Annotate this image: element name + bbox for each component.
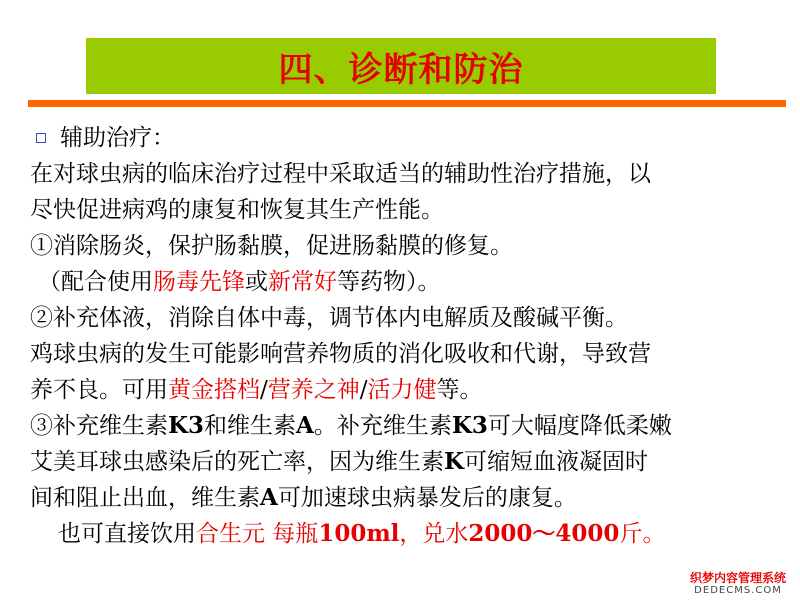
text-segment: 也可直接饮用 (58, 521, 196, 547)
bullet-heading-line (30, 120, 775, 156)
drug-name: 新常好 (268, 269, 337, 295)
dose-text: ，兑水 (399, 521, 469, 547)
drug-name: 活力健 (367, 377, 437, 403)
separator: / (260, 377, 268, 403)
title-divider (28, 100, 786, 107)
square-bullet-icon (36, 133, 46, 143)
final-line (30, 516, 775, 552)
drug-name: 营养之神 (267, 377, 360, 403)
vitamin-code: A (260, 484, 278, 511)
text-segment: 养不良。可用 (30, 377, 168, 403)
text-segment: ③补充维生素 (30, 413, 168, 439)
dose-text: 斤。 (619, 521, 666, 547)
vitamin-code: K3 (168, 412, 204, 439)
note-suffix: 等药物）。 (337, 269, 441, 295)
item-1: ①消除肠炎，保护肠黏膜，促进肠黏膜的修复。 (30, 233, 513, 259)
drug-name: 肠毒先锋 (153, 269, 245, 295)
paragraph-line (30, 480, 775, 516)
bullet-heading: 辅助治疗： (60, 125, 175, 151)
slide-content (30, 120, 775, 552)
drug-name: 黄金搭档 (168, 377, 260, 403)
paragraph-line: 尽快促进病鸡的康复和恢复其生产性能。 (30, 197, 444, 223)
vitamin-code: K (444, 448, 464, 475)
paragraph-line (30, 444, 775, 480)
dose-text: 每瓶 (265, 521, 319, 547)
watermark-cn: 织梦内容管理系统 (689, 570, 786, 585)
watermark-en: DEDECMS.COM (694, 585, 782, 596)
text-segment: 可大幅度降低柔嫩 (487, 413, 672, 439)
text-segment: 间和阻止出血，维生素 (30, 485, 260, 511)
text-segment: 等。 (436, 377, 483, 403)
note-text: 或 (245, 269, 268, 295)
vitamin-code: K3 (451, 412, 488, 439)
text-segment: 。补充维生素 (313, 413, 452, 439)
paragraph-line: 在对球虫病的临床治疗过程中采取适当的辅助性治疗措施，以 (30, 161, 651, 187)
slide-title-bar (86, 38, 716, 94)
separator: / (359, 377, 368, 403)
item-1-note (30, 264, 775, 300)
paragraph-line (30, 372, 775, 408)
text-segment: 和维生素 (204, 413, 296, 439)
dose-amount: 100ml (318, 520, 400, 547)
item-2: ②补充体液，消除自体中毒，调节体内电解质及酸碱平衡。 (30, 305, 628, 331)
text-segment: 可加速球虫病暴发后的康复。 (277, 485, 577, 511)
text-segment: 艾美耳球虫感染后的死亡率，因为维生素 (30, 449, 444, 475)
vitamin-code: A (296, 412, 314, 439)
note-prefix: （配合使用 (38, 269, 153, 295)
slide-title: 四、诊断和防治 (278, 49, 524, 90)
item-3 (30, 408, 775, 444)
watermark (682, 572, 794, 596)
product-name: 合生元 (196, 521, 265, 547)
text-segment: 可缩短血液凝固时 (464, 449, 648, 475)
dose-range: 2000～4000 (468, 520, 620, 547)
paragraph-line: 鸡球虫病的发生可能影响营养物质的消化吸收和代谢，导致营 (30, 341, 651, 367)
